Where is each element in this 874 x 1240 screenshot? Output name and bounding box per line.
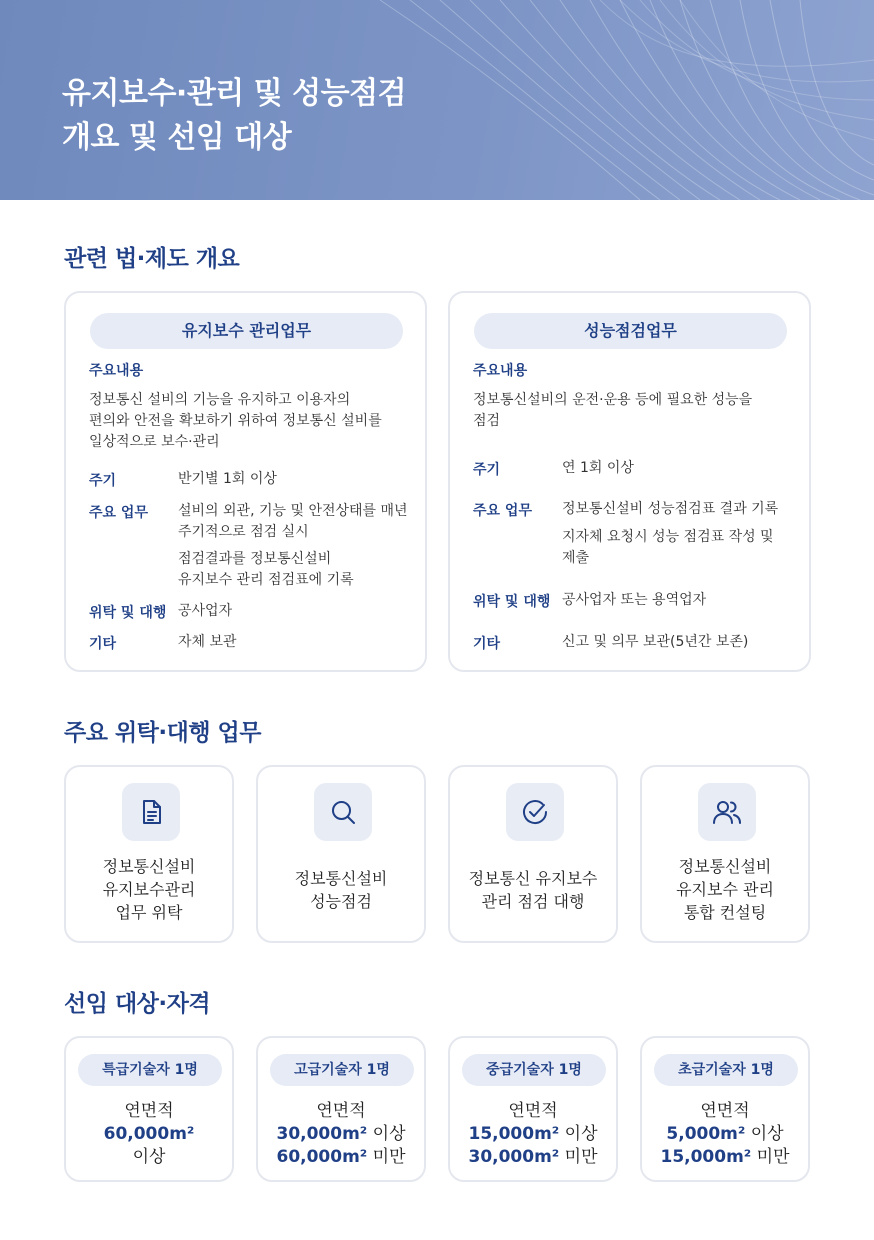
qualification-card-advanced	[256, 1036, 426, 1182]
maintenance-etc-label: 기타	[89, 636, 117, 652]
qualification-card-beginner	[640, 1036, 810, 1182]
qualification-grade-badge: 특급기술자 1명	[78, 1054, 222, 1086]
service-label: 정보통신설비 유지보수관리 업무 위탁	[102, 857, 196, 922]
search-icon	[314, 783, 372, 841]
performance-agent-label: 위탁 및 대행	[473, 594, 551, 610]
performance-etc-label: 기타	[473, 636, 501, 652]
maintenance-agent-value: 공사업자	[178, 603, 233, 619]
section-title-services: 주요 위탁·대행 업무	[64, 720, 261, 746]
maintenance-cycle-label: 주기	[89, 473, 117, 489]
service-card-consulting	[640, 765, 810, 943]
maintenance-card-title: 유지보수 관리업무	[90, 313, 403, 349]
section-title-law: 관련 법·제도 개요	[64, 246, 240, 272]
maintenance-content-text: 정보통신 설비의 기능을 유지하고 이용자의 편의와 안전을 확보하기 위하여 정보통신 설비를 일상적으로 보수·관리	[89, 392, 382, 450]
qualification-grade-badge: 중급기술자 1명	[462, 1054, 606, 1086]
service-card-performance-check	[256, 765, 426, 943]
header-banner	[0, 0, 874, 200]
maintenance-agent-label: 위탁 및 대행	[89, 605, 167, 621]
qualification-area: 연면적 60,000m² 이상	[103, 1101, 195, 1167]
check-circle-icon	[506, 783, 564, 841]
maintenance-content-label: 주요내용	[89, 363, 144, 379]
service-card-maintenance-consignment	[64, 765, 234, 943]
service-label: 정보통신설비 성능점검	[294, 869, 388, 911]
service-card-inspection-agency	[448, 765, 618, 943]
qualification-card-special	[64, 1036, 234, 1182]
users-icon	[698, 783, 756, 841]
maintenance-duty-2: 점검결과를 정보통신설비 유지보수 관리 점검표에 기록	[178, 551, 354, 588]
maintenance-duty-label: 주요 업무	[89, 505, 148, 521]
service-label: 정보통신 유지보수 관리 점검 대행	[468, 869, 598, 911]
performance-duty-1: 정보통신설비 성능점검표 결과 기록	[562, 501, 779, 517]
service-label: 정보통신설비 유지보수 관리 통합 컨설팅	[676, 857, 774, 922]
page-title	[62, 72, 406, 160]
performance-duty-label: 주요 업무	[473, 503, 532, 519]
document-icon	[122, 783, 180, 841]
qualification-grade-badge: 초급기술자 1명	[654, 1054, 798, 1086]
page-title-line2: 개요 및 선임 대상	[62, 120, 292, 155]
qualification-area: 연면적 5,000m² 이상 15,000m² 미만	[660, 1101, 790, 1167]
qualification-card-intermediate	[448, 1036, 618, 1182]
performance-card	[448, 291, 811, 672]
maintenance-cycle-value: 반기별 1회 이상	[178, 471, 277, 487]
performance-duty-2: 지자체 요청시 성능 점검표 작성 및 제출	[562, 529, 774, 566]
maintenance-card	[64, 291, 427, 672]
performance-cycle-value: 연 1회 이상	[562, 460, 634, 476]
performance-agent-value: 공사업자 또는 용역업자	[562, 592, 707, 608]
performance-etc-value: 신고 및 의무 보관(5년간 보존)	[562, 634, 749, 650]
section-title-qualifications: 선임 대상·자격	[64, 991, 211, 1017]
page-title-line1: 유지보수·관리 및 성능점검	[62, 76, 407, 111]
performance-content-label: 주요내용	[473, 363, 528, 379]
qualification-area: 연면적 30,000m² 이상 60,000m² 미만	[276, 1101, 406, 1167]
maintenance-etc-value: 자체 보관	[178, 634, 237, 650]
qualification-area: 연면적 15,000m² 이상 30,000m² 미만	[468, 1101, 598, 1167]
qualification-grade-badge: 고급기술자 1명	[270, 1054, 414, 1086]
performance-card-title: 성능점검업무	[474, 313, 787, 349]
performance-content-text: 정보통신설비의 운전·운용 등에 필요한 성능을 점검	[473, 392, 753, 429]
performance-cycle-label: 주기	[473, 462, 501, 478]
maintenance-duty-1: 설비의 외관, 기능 및 안전상태를 매년 주기적으로 점검 실시	[178, 503, 408, 540]
